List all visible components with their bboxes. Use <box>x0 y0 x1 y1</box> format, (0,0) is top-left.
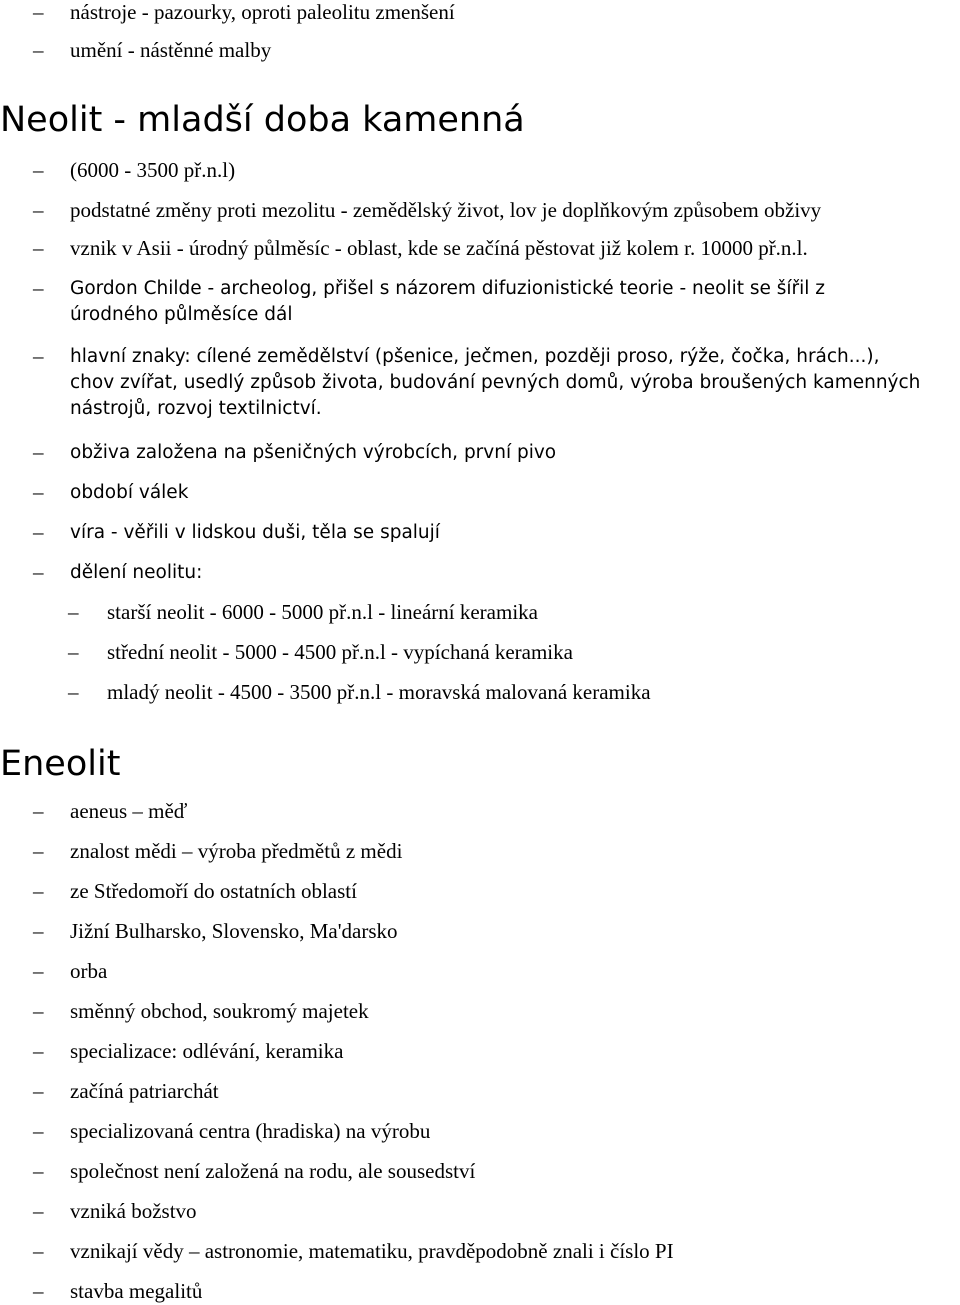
bullet-dash: – <box>33 799 44 823</box>
list-item-text-line: hlavní znaky: cílené zemědělství (pšenice, ječmen, později proso, rýže, čočka, hrách...), <box>70 346 880 367</box>
list-item-text: ze Středomoří do ostatních oblastí <box>70 879 357 903</box>
bullet-dash: – <box>33 0 44 24</box>
list-item-text: specializace: odlévání, keramika <box>70 1039 344 1063</box>
bullet-dash: – <box>33 1239 44 1263</box>
bullet-dash: – <box>33 344 44 368</box>
bullet-dash: – <box>33 158 44 182</box>
bullet-dash: – <box>33 1159 44 1183</box>
list-item-text: aeneus – měď <box>70 799 188 823</box>
list-item-text: dělení neolitu: <box>70 562 203 583</box>
list-item-text: mladý neolit - 4500 - 3500 př.n.l - moravská malovaná keramika <box>107 680 651 704</box>
list-item-text: (6000 - 3500 př.n.l) <box>70 158 236 182</box>
bullet-dash: – <box>68 640 79 664</box>
bullet-dash: – <box>33 198 44 222</box>
list-item-text: střední neolit - 5000 - 4500 př.n.l - vypíchaná keramika <box>107 640 573 664</box>
list-item-text-line: nástrojů, rozvoj textilnictví. <box>70 398 322 419</box>
list-item-text: znalost mědi – výroba předmětů z mědi <box>70 839 403 863</box>
bullet-dash: – <box>33 560 44 584</box>
bullet-dash: – <box>33 919 44 943</box>
bullet-dash: – <box>33 999 44 1023</box>
list-item-text-line: úrodného půlměsíce dál <box>70 304 293 325</box>
list-item-text: vznik v Asii - úrodný půlměsíc - oblast, kde se začíná pěstovat již kolem r. 10000 př.n.l. <box>70 236 808 260</box>
list-item-text: stavba megalitů <box>70 1279 203 1303</box>
bullet-dash: – <box>33 38 44 62</box>
list-item-text-line: Gordon Childe - archeolog, přišel s názorem difuzionistické teorie - neolit se šířil z <box>70 278 825 299</box>
bullet-dash: – <box>33 440 44 464</box>
list-item-text: starší neolit - 6000 - 5000 př.n.l - lineární keramika <box>107 600 538 624</box>
list-item-text: podstatné změny proti mezolitu - zemědělský život, lov je doplňkovým způsobem obživy <box>70 198 822 222</box>
list-item-text: vzniká božstvo <box>70 1199 197 1223</box>
list-item-text: orba <box>70 959 108 983</box>
list-item-text: směnný obchod, soukromý majetek <box>70 999 369 1023</box>
list-item-text: Jižní Bulharsko, Slovensko, Ma'darsko <box>70 919 398 943</box>
list-item-text: umění - nástěnné malby <box>70 38 272 62</box>
bullet-dash: – <box>33 480 44 504</box>
list-item-text: období válek <box>70 482 189 503</box>
list-item-text: specializovaná centra (hradiska) na výrobu <box>70 1119 431 1143</box>
bullet-dash: – <box>33 1039 44 1063</box>
list-item-text: začíná patriarchát <box>70 1079 219 1103</box>
list-item-text: nástroje - pazourky, oproti paleolitu zmenšení <box>70 0 455 24</box>
bullet-dash: – <box>33 839 44 863</box>
bullet-dash: – <box>68 600 79 624</box>
section-heading-neolit: Neolit - mladší doba kamenná <box>0 100 525 140</box>
bullet-dash: – <box>33 959 44 983</box>
bullet-dash: – <box>33 1079 44 1103</box>
bullet-dash: – <box>33 520 44 544</box>
bullet-dash: – <box>33 1279 44 1303</box>
bullet-dash: – <box>33 1199 44 1223</box>
list-item-text-line: chov zvířat, usedlý způsob života, budování pevných domů, výroba broušených kamenných <box>70 372 921 393</box>
list-item-text: víra - věřili v lidskou duši, těla se spalují <box>70 522 440 543</box>
list-item-text: vznikají vědy – astronomie, matematiku, pravděpodobně znali i číslo PI <box>70 1239 674 1263</box>
bullet-dash: – <box>33 879 44 903</box>
list-item-text: společnost není založená na rodu, ale sousedství <box>70 1159 476 1183</box>
bullet-dash: – <box>33 1119 44 1143</box>
list-item-text: obživa založena na pšeničných výrobcích, první pivo <box>70 442 557 463</box>
bullet-dash: – <box>68 680 79 704</box>
section-heading-eneolit: Eneolit <box>0 744 121 784</box>
bullet-dash: – <box>33 236 44 260</box>
bullet-dash: – <box>33 276 44 300</box>
